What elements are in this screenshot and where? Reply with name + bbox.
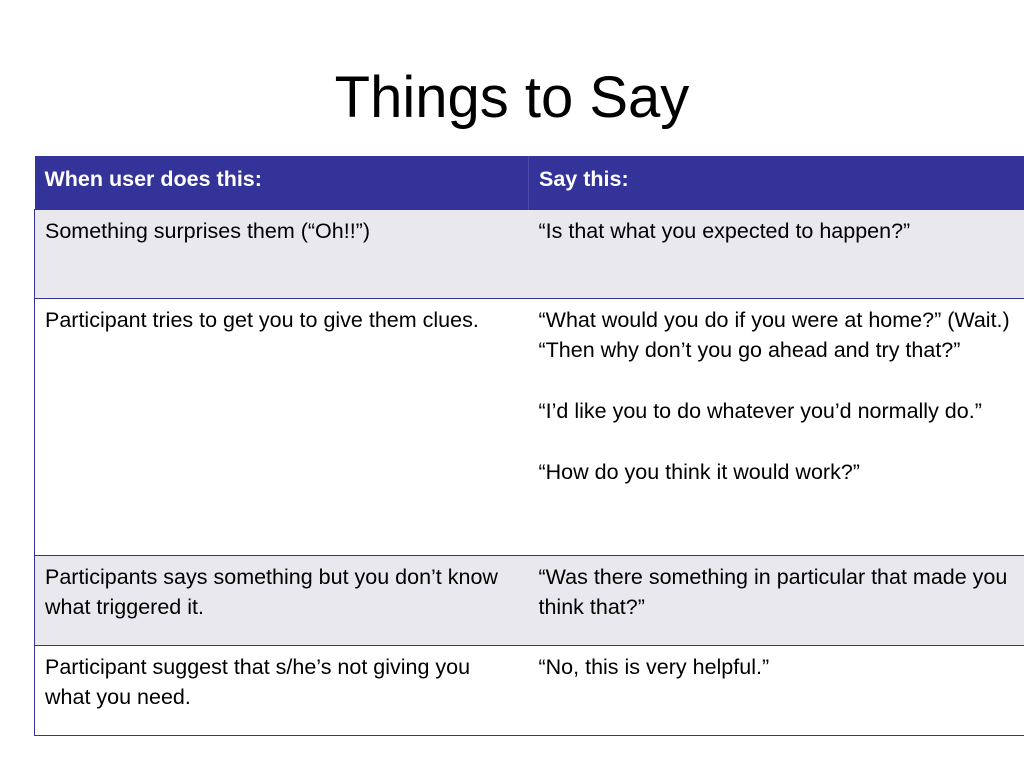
row-say-cell <box>529 645 1024 735</box>
row-say-cell <box>529 298 1024 555</box>
row-when-cell: Participant suggest that s/he’s not giving you what you need. <box>35 645 529 735</box>
table-row <box>35 209 1024 298</box>
table-row <box>35 645 1024 735</box>
say-paragraph: “No, this is very helpful.” <box>538 654 770 679</box>
table-header-row <box>35 156 1024 209</box>
slide-title: Things to Say <box>334 65 690 130</box>
say-paragraph: “What would you do if you were at home?” (Wait.) “Then why don’t you go ahead and try that?” <box>538 307 1010 362</box>
table-row <box>35 298 1024 555</box>
row-say-cell <box>529 209 1024 298</box>
row-when-cell: Participant tries to get you to give them clues. <box>35 298 529 555</box>
row-when-cell: Participants says something but you don’t know what triggered it. <box>35 555 529 645</box>
row-say-cell <box>529 555 1024 645</box>
say-paragraph: “Was there something in particular that made you think that?” <box>538 564 1008 619</box>
say-paragraph: “How do you think it would work?” <box>538 460 860 484</box>
header-when-user-does: When user does this: <box>35 156 529 209</box>
say-paragraph: “I’d like you to do whatever you’d normally do.” <box>538 399 982 423</box>
things-to-say-table <box>34 156 1024 736</box>
row-when-cell: Something surprises them (“Oh!!”) <box>35 209 529 298</box>
header-say-this: Say this: <box>539 167 629 191</box>
table-row <box>35 555 1024 645</box>
say-paragraph: “Is that what you expected to happen?” <box>538 218 911 243</box>
